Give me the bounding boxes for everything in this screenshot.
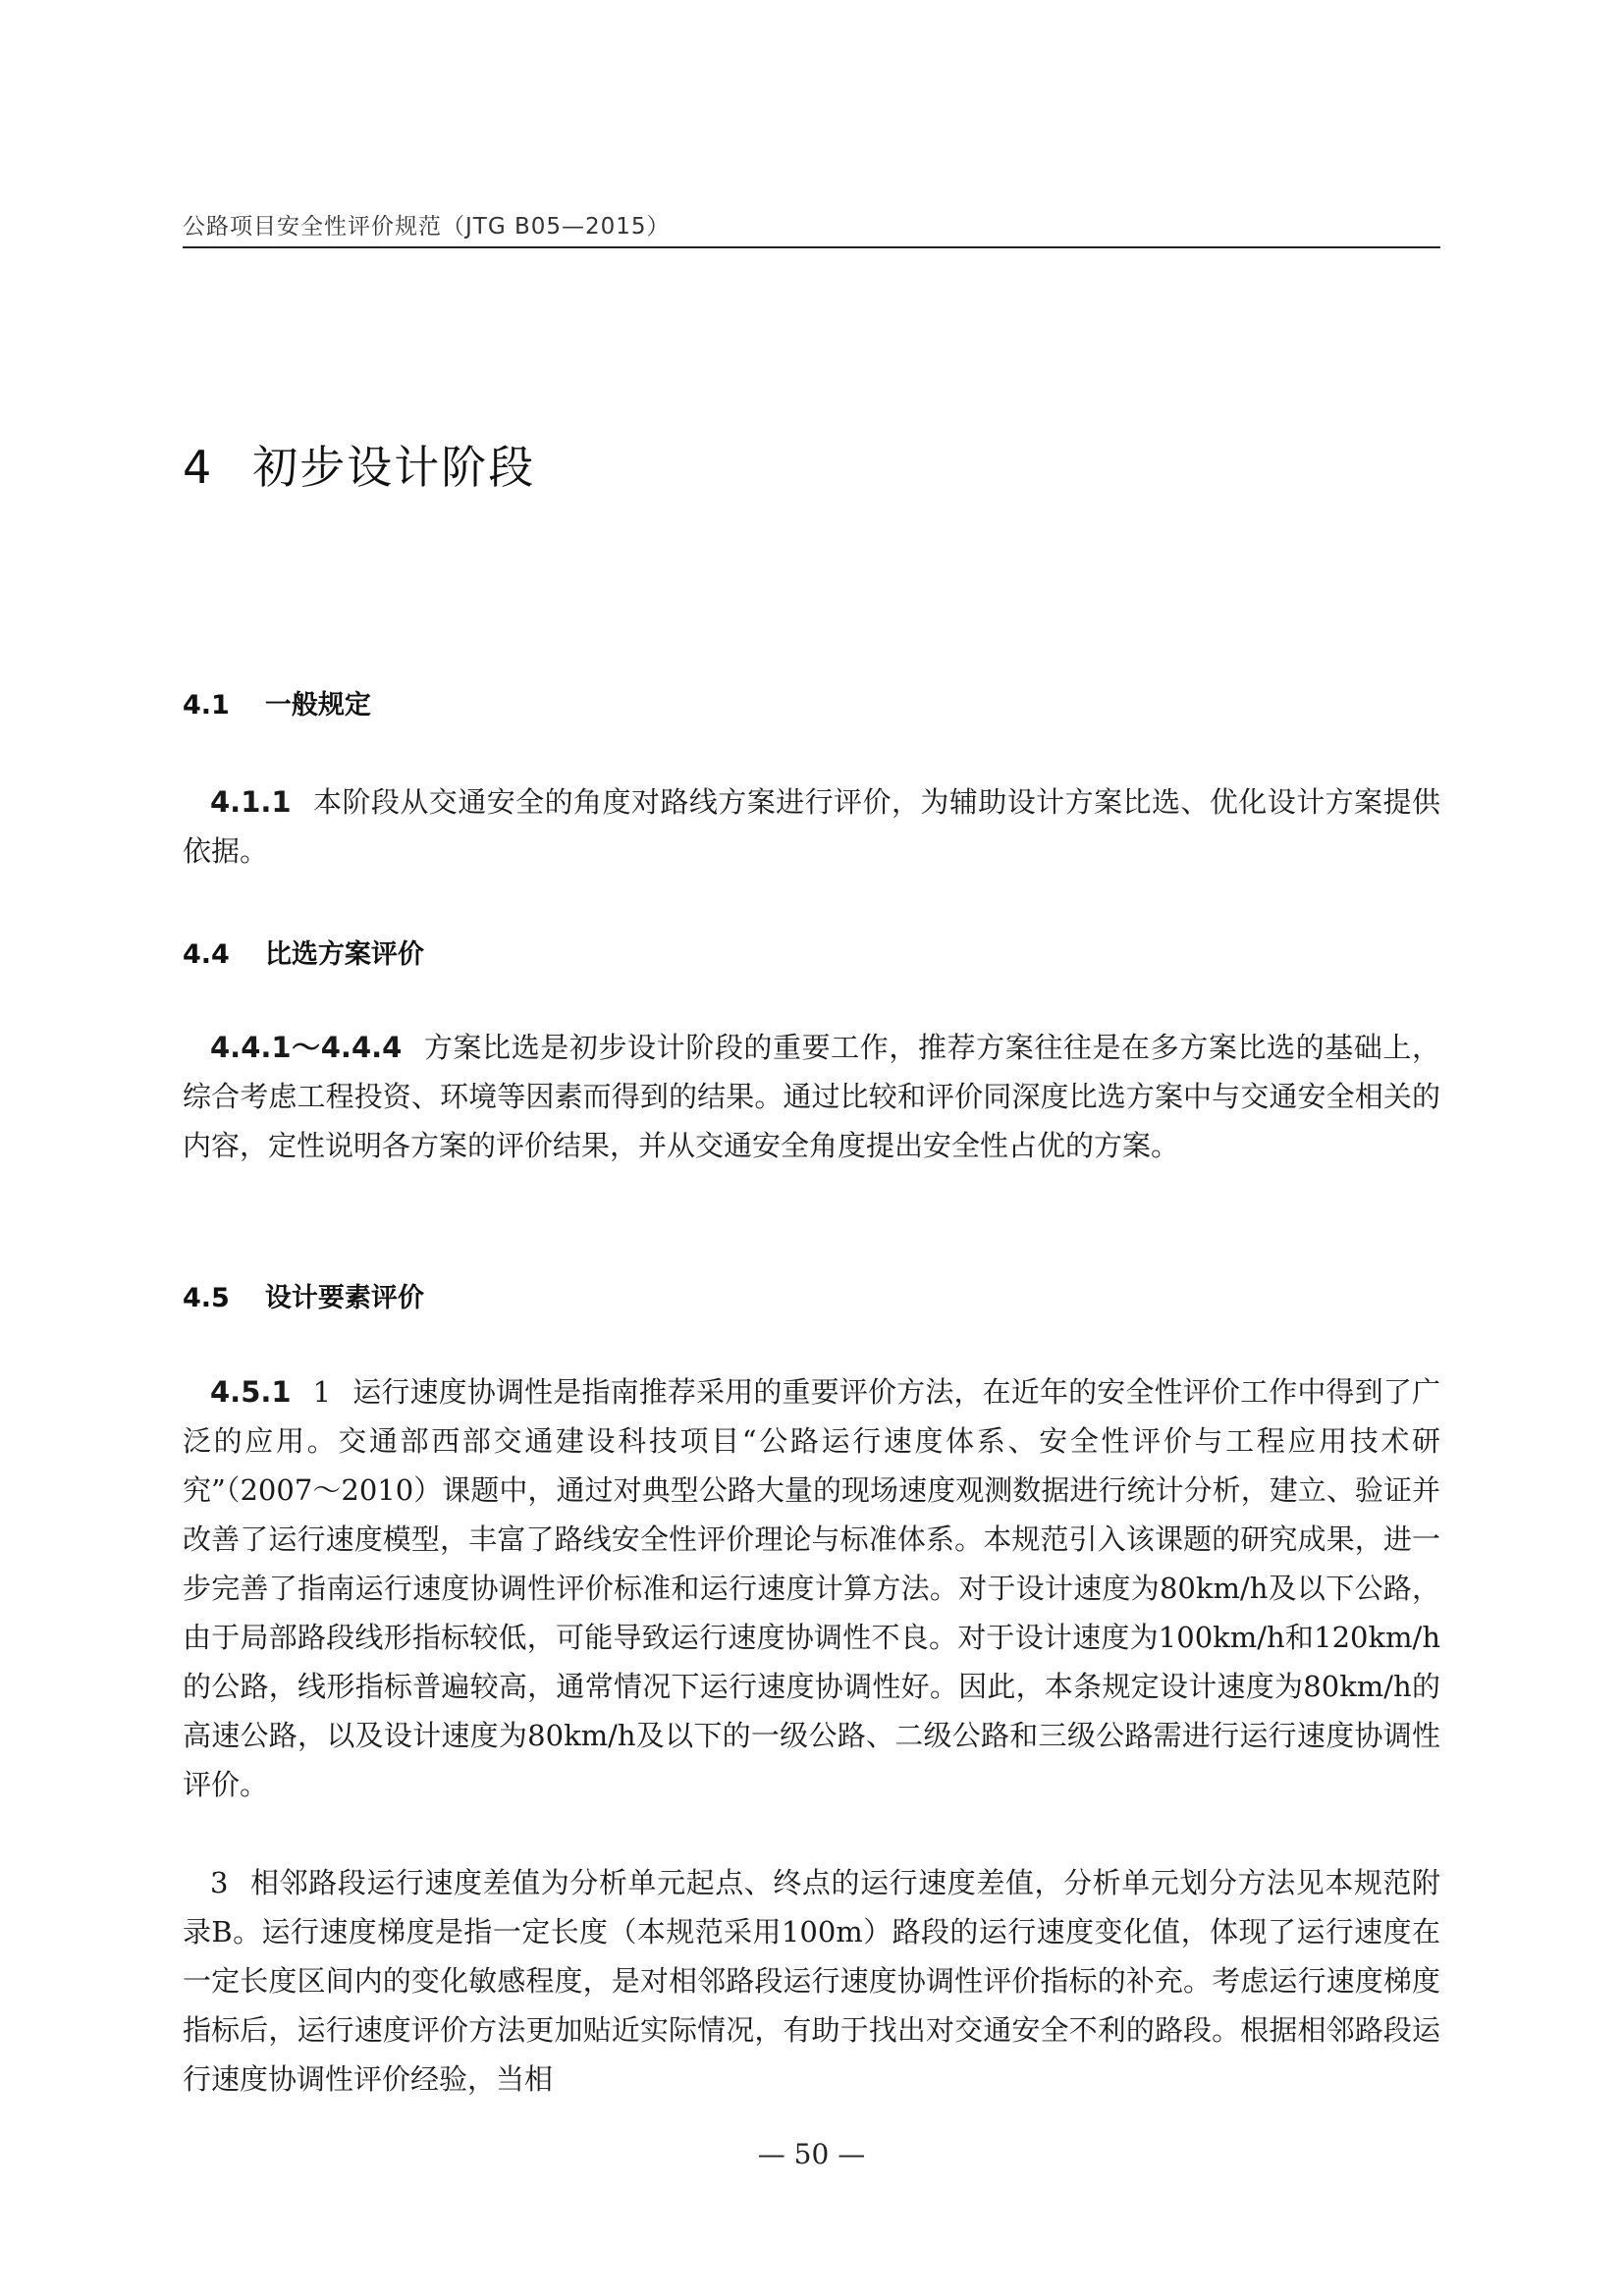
running-header: 公路项目安全性评价规范（JTG B05—2015） xyxy=(183,214,671,240)
clause-4-5-1-item-1 xyxy=(183,1367,1440,1809)
clause-number: 4.4.1～4.4.4 xyxy=(210,1031,403,1064)
section-number: 4.1 xyxy=(183,690,230,721)
clause-text: 相邻路段运行速度差值为分析单元起点、终点的运行速度差值，分析单元划分方法见本规范附录B。运行速度梯度是指一定长度（本规范采用100m）路段的运行速度变化值，体现了运行速度在一定长度区间内的变化敏感程度，是对相邻路段运行速度协调性评价指标的补充。考虑运行速度梯度指标后，运行速度评价方法更加贴近实际情况，有助于找出对交通安全不利的路段。根据相邻路段运行速度协调性评价经验，当相 xyxy=(183,1866,1440,2096)
clause-4-4-1-to-4-4-4 xyxy=(183,1023,1440,1170)
header-rule xyxy=(183,246,1440,248)
clause-number: 4.1.1 xyxy=(210,785,292,819)
chapter-number: 4 xyxy=(183,441,214,494)
item-number: 3 xyxy=(210,1866,229,1899)
section-heading-4-4 xyxy=(183,933,424,971)
section-title: 比选方案评价 xyxy=(264,939,424,970)
clause-number: 4.5.1 xyxy=(210,1375,292,1409)
section-title: 一般规定 xyxy=(264,690,371,721)
section-heading-4-5 xyxy=(183,1276,424,1314)
section-heading-4-1 xyxy=(183,683,371,721)
clause-4-5-1-item-3 xyxy=(183,1858,1440,2104)
clause-text: 本阶段从交通安全的角度对路线方案进行评价，为辅助设计方案比选、优化设计方案提供依据。 xyxy=(183,785,1440,868)
clause-4-1-1 xyxy=(183,777,1440,876)
clause-text: 运行速度协调性是指南推荐采用的重要评价方法，在近年的安全性评价工作中得到了广泛的应用。交通部西部交通建设科技项目“公路运行速度体系、安全性评价与工程应用技术研究”（2007～2010）课题中，通过对典型公路大量的现场速度观测数据进行统计分析，建立、验证并改善了运行速度模型，丰富了路线安全性评价理论与标准体系。本规范引入该课题的研究成果，进一步完善了指南运行速度协调性评价标准和运行速度计算方法。对于设计速度为80km/h及以下公路，由于局部路段线形指标较低，可能导致运行速度协调性不良。对于设计速度为100km/h和120km/h的公路，线形指标普遍较高，通常情况下运行速度协调性好。因此，本条规定设计速度为80km/h的高速公路，以及设计速度为80km/h及以下的一级公路、二级公路和三级公路需进行运行速度协调性评价。 xyxy=(183,1375,1440,1801)
section-title: 设计要素评价 xyxy=(264,1283,424,1313)
section-number: 4.5 xyxy=(183,1283,230,1313)
page-number: — 50 — xyxy=(757,2138,866,2170)
item-number: 1 xyxy=(312,1375,332,1409)
chapter-name: 初步设计阶段 xyxy=(252,441,536,494)
section-number: 4.4 xyxy=(183,939,230,970)
chapter-title xyxy=(183,432,535,497)
clause-text: 方案比选是初步设计阶段的重要工作，推荐方案往往是在多方案比选的基础上，综合考虑工程投资、环境等因素而得到的结果。通过比较和评价同深度比选方案中与交通安全相关的内容，定性说明各方案的评价结果，并从交通安全角度提出安全性占优的方案。 xyxy=(183,1031,1440,1162)
